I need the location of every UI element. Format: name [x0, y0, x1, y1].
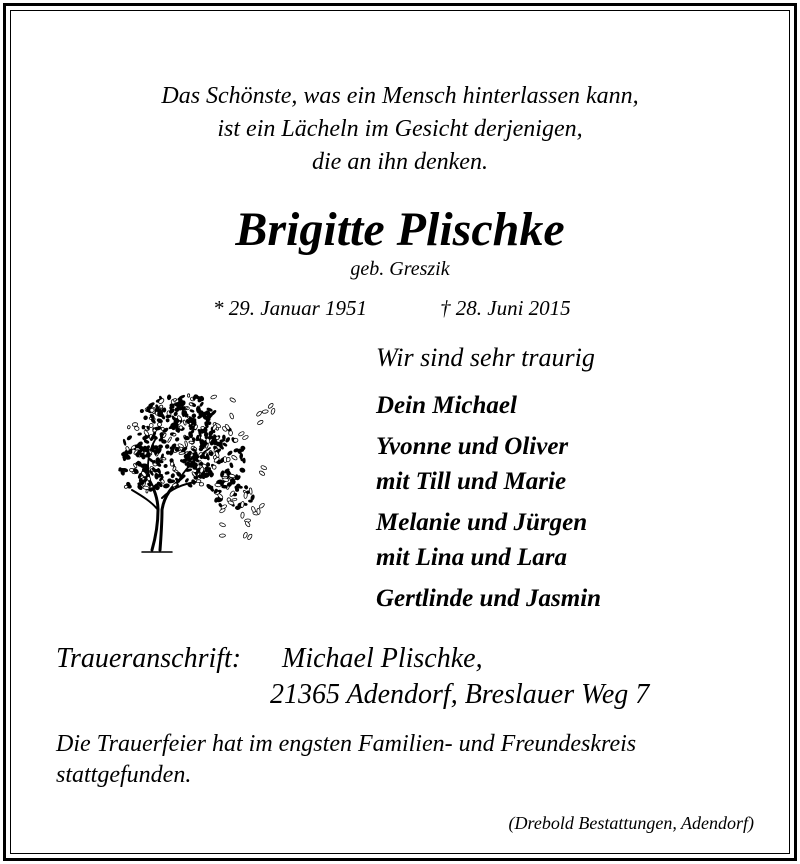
leaf-mark [235, 488, 239, 492]
leaf-mark [212, 465, 216, 469]
leaf-mark [166, 418, 170, 422]
leaf-mark [191, 479, 196, 485]
leaf-mark [156, 458, 160, 464]
leaf-mark [143, 415, 148, 420]
leaf-mark [138, 485, 141, 489]
leaf-mark [138, 433, 142, 436]
leaf-mark [239, 467, 245, 473]
leaf-mark [225, 437, 230, 443]
leaf-mark [206, 418, 209, 422]
falling-leaf-mark [256, 410, 263, 416]
mourning-statement: Wir sind sehr traurig [376, 343, 595, 372]
leaf-mark [172, 415, 176, 421]
falling-leaf-mark [229, 413, 234, 420]
falling-leaf-mark [219, 522, 226, 527]
leaf-mark [143, 486, 150, 490]
leaf-mark [229, 431, 233, 436]
leaf-mark [175, 437, 180, 442]
leaf-mark [222, 435, 225, 440]
leaf-mark [166, 415, 171, 418]
leaf-mark [195, 459, 199, 462]
mourner-group [376, 581, 601, 616]
leaf-mark [173, 398, 177, 401]
leaf-mark [163, 483, 170, 488]
leaf-mark [148, 402, 155, 407]
falling-leaf-mark [262, 410, 268, 414]
leaf-mark [184, 436, 190, 440]
leaf-mark [204, 432, 208, 437]
leaf-mark [129, 468, 134, 472]
leaf-mark [209, 452, 213, 455]
leaf-mark [161, 439, 166, 443]
falling-leaf-mark [244, 492, 248, 498]
ceremony-note [56, 729, 636, 791]
leaf-mark [149, 423, 154, 428]
falling-leaf-mark [251, 506, 256, 513]
leaf-mark [199, 402, 203, 407]
leaf-mark [165, 444, 170, 449]
mourner-group [376, 505, 601, 575]
tree-icon [112, 386, 280, 558]
mourner-line: mit Till und Marie [376, 468, 567, 495]
leaf-mark [179, 395, 186, 400]
falling-leaf-mark [219, 534, 225, 538]
leaf-mark [200, 429, 204, 433]
leaf-mark [240, 453, 243, 459]
leaf-mark [126, 435, 132, 441]
deceased-name: Brigitte Plischke [235, 203, 565, 256]
leaf-mark [229, 463, 233, 468]
mourner-line: Gertlinde und Jasmin [376, 585, 602, 612]
falling-leaf-mark [260, 465, 267, 470]
leaf-mark [143, 430, 149, 437]
leaf-mark [196, 435, 199, 440]
leaf-mark [158, 398, 165, 405]
leaf-mark [163, 464, 168, 469]
mourner-line: Melanie und Jürgen [376, 509, 588, 536]
leaf-mark [184, 441, 188, 447]
leaf-mark [223, 443, 228, 447]
mourner-line: mit Lina und Lara [376, 544, 568, 571]
leaf-mark [196, 480, 201, 483]
falling-leaf-mark [258, 503, 265, 509]
falling-leaf-mark [243, 532, 248, 539]
mourner-group [376, 429, 601, 499]
quote-line-2: ist ein Lächeln im Gesicht derjenigen, [217, 116, 583, 142]
leaf-mark [232, 498, 238, 501]
birth-date: * 29. Januar 1951 [213, 296, 367, 320]
mourners-list [376, 388, 601, 622]
leaf-mark [227, 450, 233, 456]
leaf-mark [165, 471, 170, 474]
leaf-mark [171, 473, 175, 478]
falling-leaf-mark [231, 455, 238, 461]
leaf-mark [195, 454, 198, 458]
leaf-mark [140, 409, 145, 413]
address-label: Traueranschrift: [56, 643, 242, 674]
ceremony-line-1: Die Trauerfeier hat im engsten Familien- und Freundeskreis [56, 731, 637, 757]
leaf-mark [132, 422, 138, 426]
falling-leaf-mark [241, 512, 245, 518]
leaf-mark [147, 476, 151, 481]
leaf-mark [172, 433, 176, 436]
mourner-group [376, 388, 601, 423]
leaf-mark [169, 449, 174, 456]
leaf-mark [157, 418, 163, 423]
leaf-mark [249, 488, 252, 495]
falling-leaf-mark [210, 394, 217, 399]
leaf-mark [179, 451, 185, 454]
leaf-mark [206, 462, 210, 466]
leaf-mark [135, 445, 140, 448]
falling-leaf-mark [247, 534, 253, 541]
falling-leaf-mark [229, 397, 236, 403]
falling-leaf-mark [215, 483, 221, 487]
leaf-mark [123, 439, 127, 446]
leaf-mark [206, 483, 213, 489]
death-date: † 28. Juni 2015 [440, 296, 571, 320]
leaf-mark [248, 500, 252, 503]
leaf-mark [183, 406, 186, 409]
mourner-line: Yvonne und Oliver [376, 433, 569, 460]
quote-line-1: Das Schönste, was ein Mensch hinterlassen kann, [161, 83, 639, 109]
leaf-mark [142, 425, 145, 429]
leaf-mark [244, 485, 248, 490]
address-line-1: Michael Plischke, [282, 643, 483, 674]
quote-line-3: die an ihn denken. [312, 149, 488, 175]
leaf-mark [200, 455, 203, 459]
leaf-mark [199, 448, 203, 451]
leaf-mark [142, 464, 148, 467]
birth-name: geb. Greszik [350, 258, 450, 280]
falling-leaf-mark [257, 508, 261, 514]
falling-leaf-mark [240, 501, 244, 508]
leaf-mark [163, 408, 166, 412]
leaf-mark [199, 482, 204, 486]
quote [0, 80, 800, 179]
address-line-2: 21365 Adendorf, Breslauer Weg 7 [270, 679, 650, 710]
leaf-mark [222, 485, 228, 488]
leaf-mark [233, 438, 238, 443]
leaf-mark [144, 439, 149, 443]
leaf-mark [173, 411, 178, 416]
leaf-mark [190, 409, 195, 412]
leaf-mark [188, 394, 190, 397]
leaf-mark [167, 437, 172, 443]
leaf-mark [157, 468, 161, 474]
leaf-mark [170, 459, 174, 463]
leaf-mark [243, 458, 245, 463]
falling-leaf-mark [223, 457, 226, 463]
leaf-mark [150, 408, 155, 413]
leaf-mark [167, 395, 171, 400]
leaf-mark [159, 405, 162, 408]
ceremony-line-2: stattgefunden. [56, 762, 192, 788]
falling-leaf-mark [267, 403, 274, 410]
falling-leaf-mark [259, 470, 266, 476]
falling-leaf-mark [257, 420, 264, 426]
leaf-mark [127, 425, 131, 429]
mourner-line: Dein Michael [376, 392, 517, 419]
undertaker: (Drebold Bestattungen, Adendorf) [508, 813, 754, 833]
leaf-mark [157, 414, 163, 417]
leaf-mark [185, 478, 189, 483]
falling-leaf-mark [270, 408, 275, 415]
falling-leaf-mark [242, 435, 249, 441]
falling-leaf-mark [238, 431, 245, 437]
